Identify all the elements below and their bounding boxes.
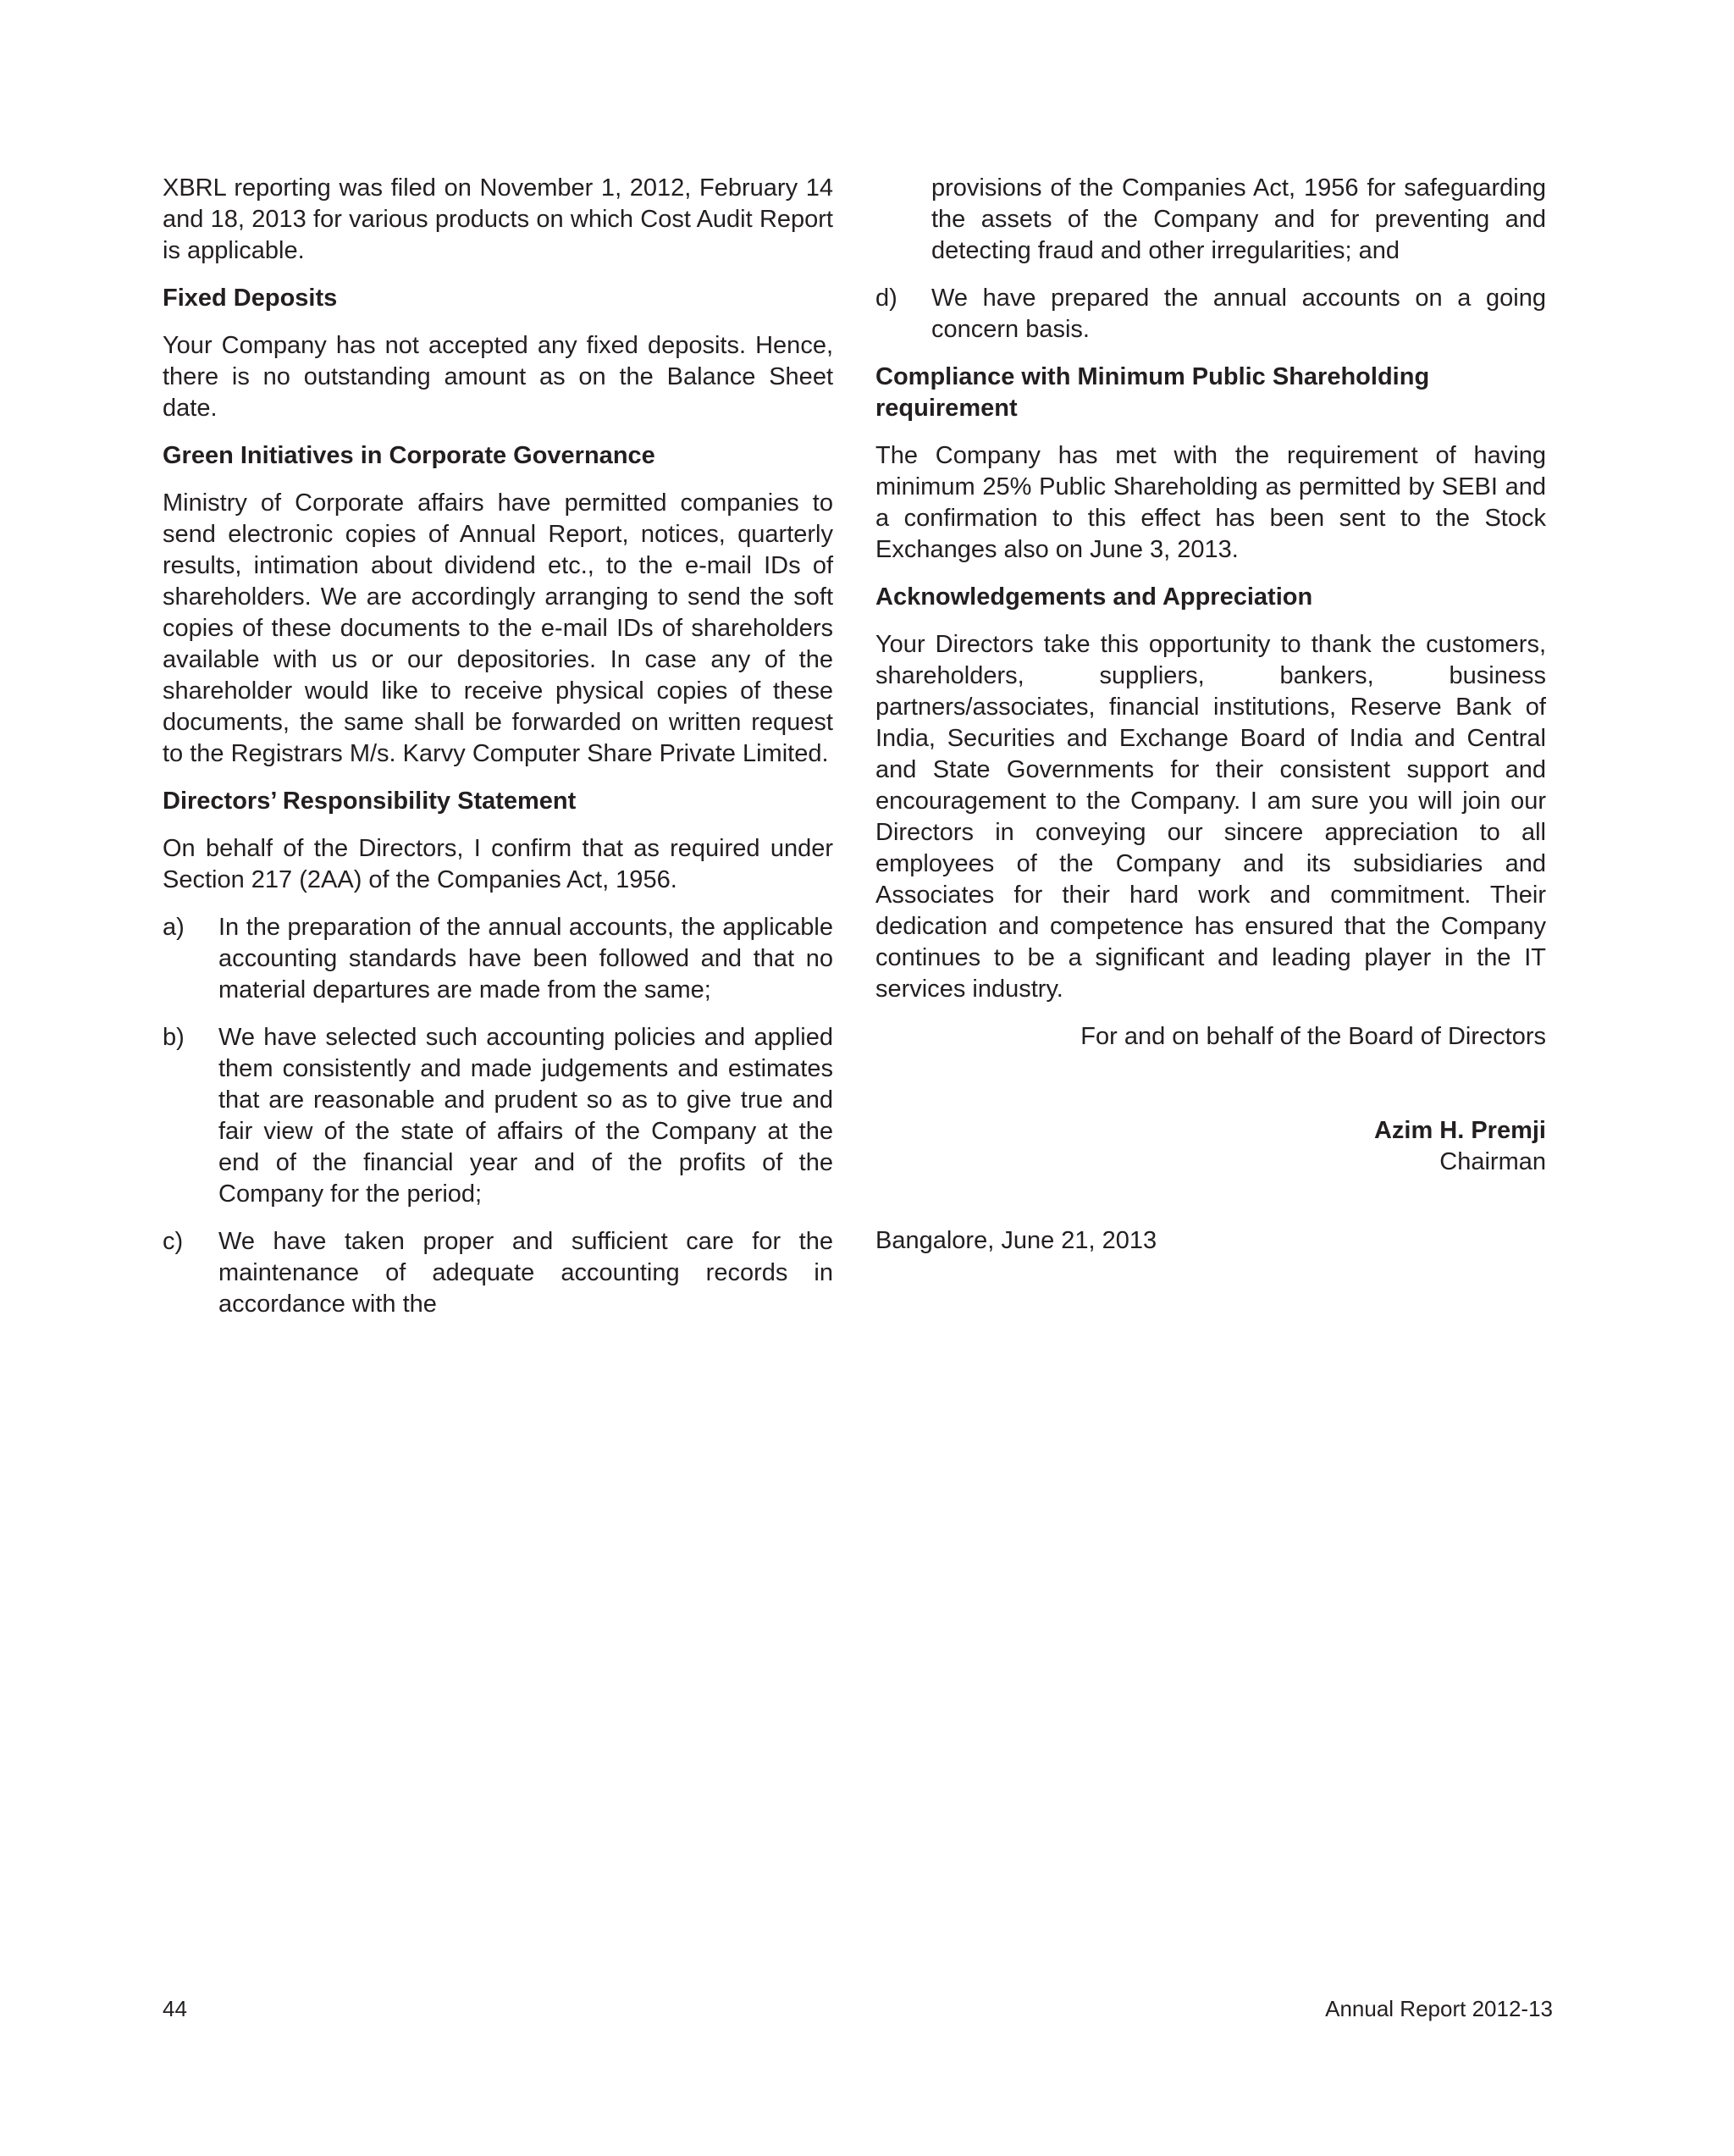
acknowledgements-paragraph: Your Directors take this opportunity to thank the customers, shareholders, suppliers, bankers, business partners/associates, financial institutions, Reserve Bank of India, Securities and Exchange Board of India and Central and State Governments for their consistent support and encouragement to the Company. I am sure you will join our Directors in conveying our sincere appreciation to all employees of the Company and its subsidiaries and Associates for their hard work and commitment. Their dedication and competence has ensured that the Company continues to be a significant and leading player in the IT services industry. [875,631,1546,1003]
list-marker: a) [163,914,185,941]
list-text: We have selected such accounting policies and applied them consistently and made judgements and estimates that are reasonable and prudent so as to give true and fair view of the state of affairs of the Company at the end of the financial year and of the profits of the Company for the period; [218,1024,833,1208]
list-marker: c) [163,1228,184,1255]
green-initiatives-heading: Green Initiatives in Corporate Governance [163,442,655,469]
responsibility-heading: Directors’ Responsibility Statement [163,788,577,815]
responsibility-paragraph: On behalf of the Directors, I confirm that as required under Section 217 (2AA) of the Companies Act, 1956. [163,835,833,893]
board-signoff: For and on behalf of the Board of Directors [1080,1023,1546,1050]
signatory-title: Chairman [1439,1148,1546,1175]
list-marker: b) [163,1024,185,1051]
list-item-c-continued: provisions of the Companies Act, 1956 for safeguarding the assets of the Company and for preventing and detecting fraud and other irregularities; and [931,174,1546,264]
list-item-c [163,1226,833,1320]
right-column [875,173,1546,1257]
list-item-a [163,912,833,1006]
fixed-deposits-heading: Fixed Deposits [163,285,338,312]
list-item-b [163,1022,833,1210]
compliance-heading: Compliance with Minimum Public Shareholding requirement [875,363,1430,422]
list-text: We have taken proper and sufficient care for the maintenance of adequate accounting records in accordance with the [218,1228,833,1318]
list-text: In the preparation of the annual accounts, the applicable accounting standards have been followed and that no material departures are made from the same; [218,914,833,1003]
acknowledgements-heading: Acknowledgements and Appreciation [875,583,1313,611]
list-text: We have prepared the annual accounts on a going concern basis. [931,285,1546,343]
fixed-deposits-paragraph: Your Company has not accepted any fixed deposits. Hence, there is no outstanding amount as on the Balance Sheet date. [163,332,833,422]
left-column [163,173,833,1336]
compliance-paragraph: The Company has met with the requirement of having minimum 25% Public Shareholding as permitted by SEBI and a confirmation to this effect has been sent to the Stock Exchanges also on June 3, 2013. [875,442,1546,563]
green-initiatives-paragraph: Ministry of Corporate affairs have permitted companies to send electronic copies of Annual Report, notices, quarterly results, intimation about dividend etc., to the e-mail IDs of shareholders. We are accordingly arranging to send the soft copies of these documents to the e-mail IDs of shareholders available with us or our depositories. In case any of the shareholder would like to receive physical copies of these documents, the same shall be forwarded on written request to the Registrars M/s. Karvy Computer Share Private Limited. [163,489,833,767]
signatory-name: Azim H. Premji [1373,1117,1546,1144]
list-item-d [875,283,1546,346]
page-number: 44 [163,1996,187,2021]
report-title: Annual Report 2012-13 [1325,1996,1553,2021]
place-date: Bangalore, June 21, 2013 [875,1227,1157,1254]
xbrl-paragraph: XBRL reporting was filed on November 1, 2012, February 14 and 18, 2013 for various products on which Cost Audit Report is applicable. [163,174,833,264]
list-marker: d) [875,285,897,312]
